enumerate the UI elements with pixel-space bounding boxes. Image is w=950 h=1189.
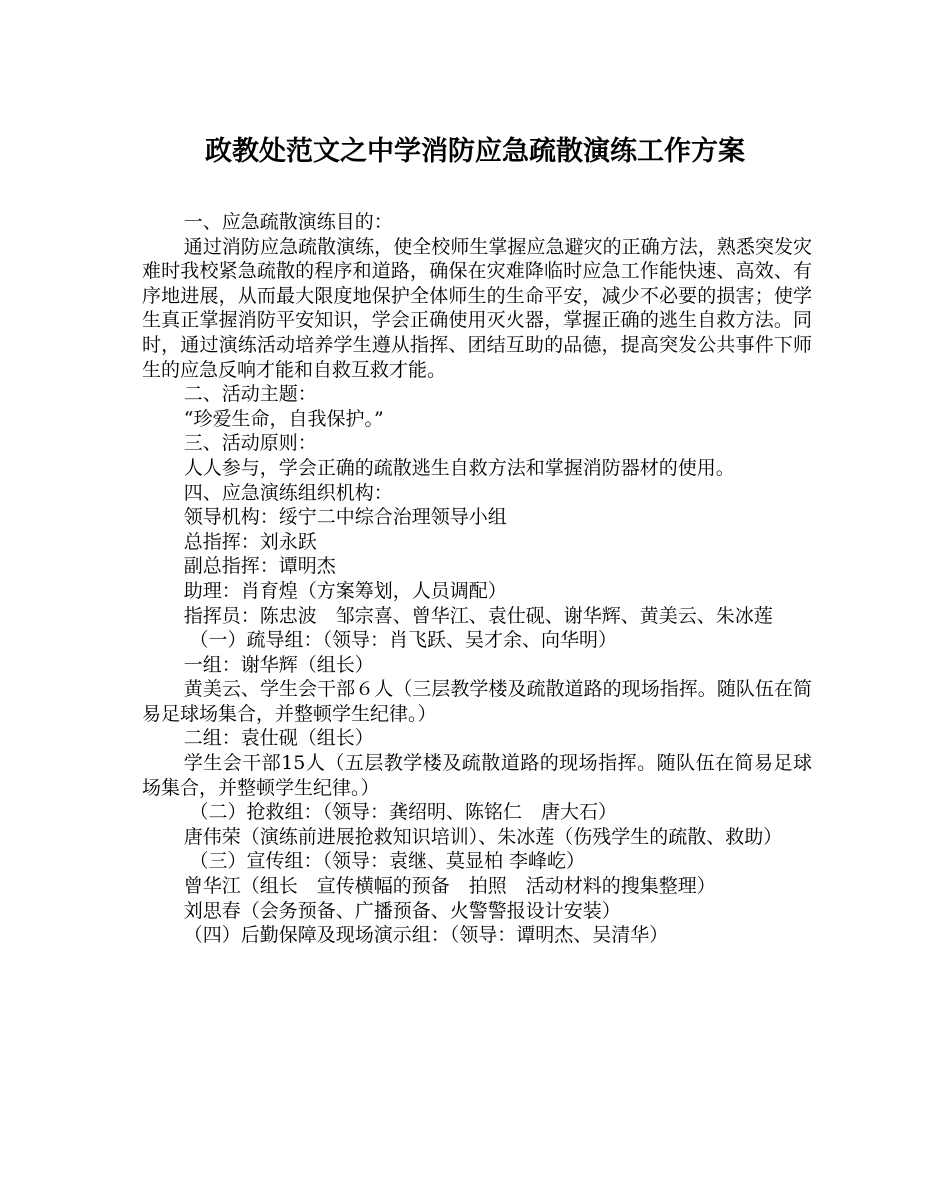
section-heading-principle: 三、活动原则： — [183, 432, 317, 455]
publicity-group-heading: （三）宣传组：（领导：袁继、莫显柏 李峰屹） — [189, 850, 586, 873]
rescue-group-duty: 唐伟荣（演练前进展抢救知识培训）、朱冰莲（伤残学生的疏散、救助） — [183, 825, 783, 848]
publicity-group-leader: 曾华江（组长 宣传横幅的预备 拍照 活动材料的搜集整理） — [183, 875, 716, 898]
logistics-group-heading: （四）后勤保障及现场演示组：（领导：谭明杰、吴清华） — [183, 924, 669, 947]
group-one-duty: 黄美云、学生会干部６人（三层教学楼及疏散道路的现场指挥。随队伍在简易足球场集合，并整顿学生纪律。） — [142, 678, 812, 725]
group-one-leader: 一组：谢华辉（组长） — [183, 653, 374, 676]
publicity-group-member: 刘思春（会务预备、广播预备、火警警报设计安装） — [183, 899, 621, 922]
directors-line: 指挥员：陈忠波 邹宗喜、曾华江、袁仕砚、谢华辉、黄美云、朱冰莲 — [183, 604, 773, 627]
theme-text: “珍爱生命，自我保护。” — [183, 407, 384, 430]
commander-line: 总指挥：刘永跃 — [183, 530, 317, 553]
section-heading-purpose: 一、应急疏散演练目的： — [183, 211, 393, 233]
deputy-commander-line: 副总指挥：谭明杰 — [183, 555, 336, 578]
section-heading-theme: 二、活动主题： — [183, 383, 317, 406]
document-body — [142, 210, 812, 948]
rescue-group-heading: （二）抢救组：（领导：龚绍明、陈铭仁 唐大石） — [189, 801, 618, 824]
section-heading-organization: 四、应急演练组织机构： — [183, 481, 393, 504]
group-two-leader: 二组：袁仕砚（组长） — [183, 727, 374, 750]
principle-paragraph: 人人参与，学会正确的疏散逃生自救方法和掌握消防器材的使用。 — [183, 456, 735, 479]
leadership-line: 领导机构：绥宁二中综合治理领导小组 — [183, 506, 507, 529]
assistant-line: 助理：肖育煌（方案筹划，人员调配） — [183, 579, 507, 602]
purpose-paragraph: 通过消防应急疏散演练，使全校师生掌握应急避灾的正确方法，熟悉突发灾难时我校紧急疏散的程序和道路，确保在灾难降临时应急工作能快速、高效、有序地进展，从而最大限度地保护全体师生的生命平安，减少不必要的损害；使学生真正掌握消防平安知识，学会正确使用灭火器，掌握正确的逃生自救方法。同时，通过演练活动培养学生遵从指挥、团结互助的品德，提高突发公共事件下师生的应急反响才能和自救互救才能。 — [142, 235, 812, 381]
document-title: 政教处范文之中学消防应急疏散演练工作方案 — [205, 136, 745, 167]
group-two-duty: 学生会干部15人（五层教学楼及疏散道路的现场指挥。随队伍在简易足球场集合，并整顿学生纪律。） — [142, 752, 812, 799]
guide-group-heading: （一）疏导组：（领导：肖飞跃、吴才余、向华明） — [189, 629, 618, 652]
